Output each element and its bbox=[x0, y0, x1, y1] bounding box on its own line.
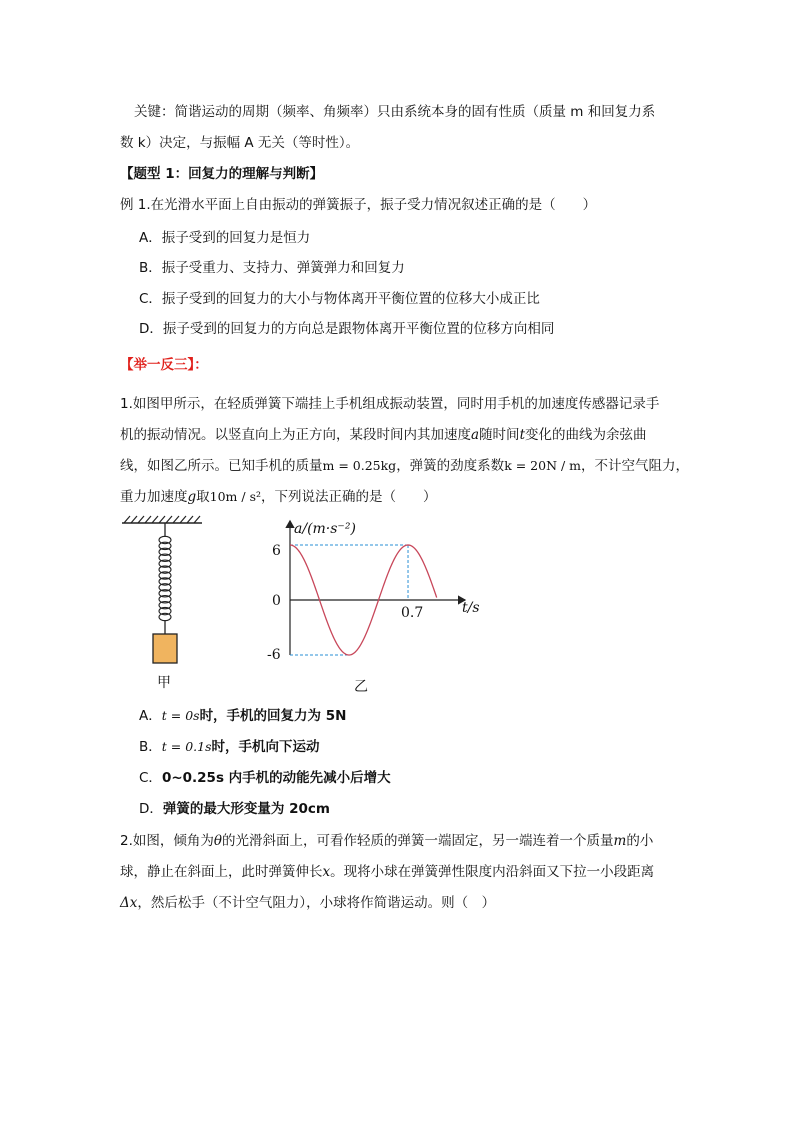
example1-stem: 例 1.在光滑水平面上自由振动的弹簧振子，振子受力情况叙述正确的是（ ） bbox=[120, 197, 597, 213]
section-title: 【题型 1：回复力的理解与判断】 bbox=[120, 166, 324, 182]
q1-option-a-math: t = 0s bbox=[161, 708, 200, 723]
q1-option-d bbox=[139, 799, 330, 819]
tick-label-6: 6 bbox=[272, 543, 281, 559]
q2-line-1a: 2.如图，倾角为 bbox=[120, 833, 214, 849]
q1-option-b-text: 时，手机向下运动 bbox=[211, 739, 320, 755]
phone-block bbox=[153, 634, 177, 663]
delta-x: Δx bbox=[120, 895, 138, 911]
q1-line-1: 1.如图甲所示，在轻质弹簧下端挂上手机组成振动装置，同时用手机的加速度传感器记录手 bbox=[120, 396, 660, 412]
var-m: m bbox=[613, 833, 627, 849]
example1-option-d: D．振子受到的回复力的方向总是跟物体离开平衡位置的位移方向相同 bbox=[139, 321, 555, 337]
q1-option-c-label: C． bbox=[139, 770, 162, 786]
q2-line-1b: 的光滑斜面上，可看作轻质的弹簧一端固定，另一端连着一个质量 bbox=[222, 833, 614, 849]
q1-option-b bbox=[139, 737, 320, 757]
q2-line-3 bbox=[120, 893, 495, 913]
q1-option-c bbox=[139, 768, 391, 788]
q1-line-3 bbox=[120, 456, 689, 476]
q1-line-3b: ，弹簧的劲度系数 bbox=[396, 458, 505, 474]
q1-option-a bbox=[139, 706, 346, 726]
q2-line-2 bbox=[120, 862, 654, 882]
q2-line-2a: 球，静止在斜面上，此时弹簧伸长 bbox=[120, 864, 323, 880]
q2-line-1c: 的小 bbox=[626, 833, 654, 849]
q1-line-4b: 取 bbox=[196, 489, 210, 505]
k-value: k = 20N / m bbox=[504, 458, 582, 473]
tick-label-0: 0 bbox=[272, 593, 281, 609]
q2-line-3-text: ，然后松手（不计空气阻力），小球将作简谐运动。则（ ） bbox=[137, 895, 496, 911]
q1-line-3c: ，不计空气阻力， bbox=[581, 458, 690, 474]
q2-line-2b: 。现将小球在弹簧弹性限度内沿斜面又下拉一小段距离 bbox=[330, 864, 655, 880]
caption-yi: 乙 bbox=[354, 679, 368, 695]
tick-label-minus-6: -6 bbox=[267, 647, 281, 663]
figure-jia bbox=[118, 515, 208, 695]
q1-line-4c: ，下列说法正确的是（ ） bbox=[261, 489, 437, 505]
var-g: g bbox=[187, 489, 197, 505]
var-t: t bbox=[519, 427, 525, 443]
tick-label-x-07: 0.7 bbox=[401, 605, 424, 621]
spring-coil bbox=[159, 536, 171, 620]
example1-option-b: B．振子受重力、支持力、弹簧弹力和回复力 bbox=[139, 260, 405, 276]
mass-value: m = 0.25kg bbox=[322, 458, 397, 473]
y-axis-label: a/(m·s⁻²) bbox=[294, 521, 356, 537]
var-a: a bbox=[471, 427, 480, 443]
var-x: x bbox=[322, 864, 331, 880]
q1-option-a-label: A． bbox=[139, 708, 162, 724]
q1-option-b-label: B． bbox=[139, 739, 162, 755]
figure-yi bbox=[262, 515, 492, 695]
g-value: 10m / s² bbox=[209, 489, 261, 504]
intro-line-1: 关键：简谐运动的周期（频率、角频率）只由系统本身的固有性质（质量 m 和回复力系 bbox=[134, 104, 656, 120]
example1-option-a: A．振子受到的回复力是恒力 bbox=[139, 230, 311, 246]
ceiling-hatch bbox=[124, 516, 200, 523]
q1-line-2c: 变化的曲线为余弦曲 bbox=[525, 427, 647, 443]
q1-option-b-math: t = 0.1s bbox=[161, 739, 212, 754]
q1-line-2a: 机的振动情况。以竖直向上为正方向，某段时间内其加速度 bbox=[120, 427, 471, 443]
intro-line-2: 数 k）决定，与振幅 A 无关（等时性）。 bbox=[120, 135, 360, 151]
q1-option-d-label: D． bbox=[139, 801, 163, 817]
q1-line-2 bbox=[120, 425, 647, 445]
practice-title: 【举一反三】： bbox=[120, 357, 208, 373]
q1-line-2b: 随时间 bbox=[479, 427, 520, 443]
example1-option-c: C．振子受到的回复力的大小与物体离开平衡位置的位移大小成正比 bbox=[139, 291, 540, 307]
q1-line-4a: 重力加速度 bbox=[120, 489, 188, 505]
q1-option-a-text: 时，手机的回复力为 5N bbox=[199, 708, 347, 724]
caption-jia: 甲 bbox=[157, 675, 171, 691]
q1-line-4 bbox=[120, 487, 437, 507]
q1-line-3a: 线，如图乙所示。已知手机的质量 bbox=[120, 458, 323, 474]
q2-line-1 bbox=[120, 831, 653, 851]
x-axis-label: t/s bbox=[462, 600, 480, 616]
q1-option-d-text: 弹簧的最大形变量为 20cm bbox=[162, 801, 330, 817]
var-theta: θ bbox=[213, 833, 223, 849]
q1-option-c-text: 0~0.25s 内手机的动能先减小后增大 bbox=[161, 770, 391, 786]
